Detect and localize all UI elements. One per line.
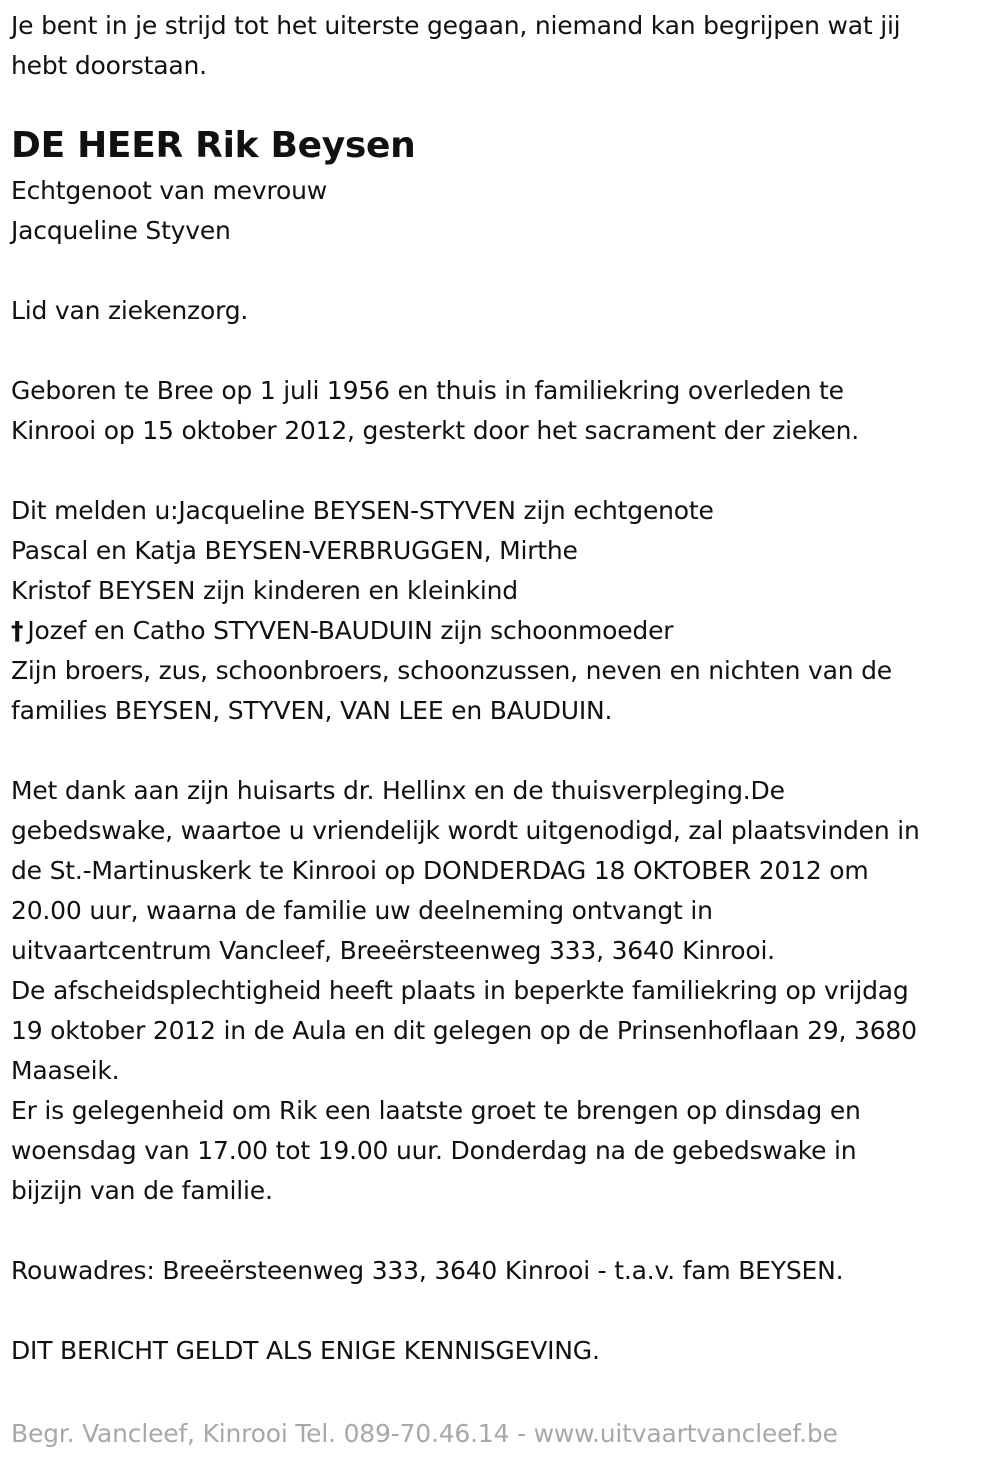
details-line-5: uitvaartcentrum Vancleef, Breeërsteenweg 333, 3640 Kinrooi. xyxy=(11,936,775,965)
details-line-2: gebedswake, waartoe u vriendelijk wordt uitgenodigd, zal plaatsvinden in xyxy=(11,816,920,845)
mourning-address: Rouwadres: Breeërsteenweg 333, 3640 Kinrooi - t.a.v. fam BEYSEN. xyxy=(11,1256,844,1285)
spouse-line-1: Echtgenoot van mevrouw xyxy=(11,176,327,205)
notice-line: DIT BERICHT GELDT ALS ENIGE KENNISGEVING. xyxy=(11,1336,600,1365)
family-line-4-text: Jozef en Catho STYVEN-BAUDUIN zijn schoonmoeder xyxy=(27,616,674,645)
family-line-1: Dit melden u:Jacqueline BEYSEN-STYVEN zijn echtgenote xyxy=(11,496,714,525)
details-line-8: Maaseik. xyxy=(11,1056,120,1085)
details-line-10: woensdag van 17.00 tot 19.00 uur. Donderdag na de gebedswake in xyxy=(11,1136,857,1165)
details-line-7: 19 oktober 2012 in de Aula en dit gelegen op de Prinsenhoflaan 29, 3680 xyxy=(11,1016,917,1045)
intro-line-1: Je bent in je strijd tot het uiterste gegaan, niemand kan begrijpen wat jij xyxy=(11,11,901,40)
spacer xyxy=(11,331,991,371)
family-line-5: Zijn broers, zus, schoonbroers, schoonzussen, neven en nichten van de xyxy=(11,656,892,685)
details-line-4: 20.00 uur, waarna de familie uw deelneming ontvangt in xyxy=(11,896,713,925)
details-line-6: De afscheidsplechtigheid heeft plaats in beperkte familiekring op vrijdag xyxy=(11,976,909,1005)
deceased-name-title: DE HEER Rik Beysen xyxy=(11,125,416,166)
details-line-3: de St.-Martinuskerk te Kinrooi op DONDERDAG 18 OKTOBER 2012 om xyxy=(11,856,869,885)
membership-line: Lid van ziekenzorg. xyxy=(11,296,249,325)
funeral-home-footer: Begr. Vancleef, Kinrooi Tel. 089-70.46.14 - www.uitvaartvancleef.be xyxy=(11,1419,838,1448)
spacer xyxy=(11,251,991,291)
family-line-3: Kristof BEYSEN zijn kinderen en kleinkind xyxy=(11,576,518,605)
family-line-6: families BEYSEN, STYVEN, VAN LEE en BAUDUIN. xyxy=(11,696,613,725)
birth-death-line-2: Kinrooi op 15 oktober 2012, gesterkt door het sacrament der zieken. xyxy=(11,416,860,445)
intro-line-2: hebt doorstaan. xyxy=(11,51,207,80)
family-line-2: Pascal en Katja BEYSEN-VERBRUGGEN, Mirthe xyxy=(11,536,578,565)
spouse-line-2: Jacqueline Styven xyxy=(11,216,231,245)
spacer xyxy=(11,1211,991,1251)
birth-death-line-1: Geboren te Bree op 1 juli 1956 en thuis in familiekring overleden te xyxy=(11,376,844,405)
details-line-1: Met dank aan zijn huisarts dr. Hellinx en de thuisverpleging.De xyxy=(11,776,785,805)
spacer xyxy=(11,731,991,771)
spacer xyxy=(11,451,991,491)
family-line-4 xyxy=(11,611,991,651)
cross-icon: † xyxy=(11,616,24,645)
spacer xyxy=(11,1291,991,1331)
details-line-11: bijzijn van de familie. xyxy=(11,1176,273,1205)
details-line-9: Er is gelegenheid om Rik een laatste groet te brengen op dinsdag en xyxy=(11,1096,861,1125)
death-notice xyxy=(11,6,991,1371)
